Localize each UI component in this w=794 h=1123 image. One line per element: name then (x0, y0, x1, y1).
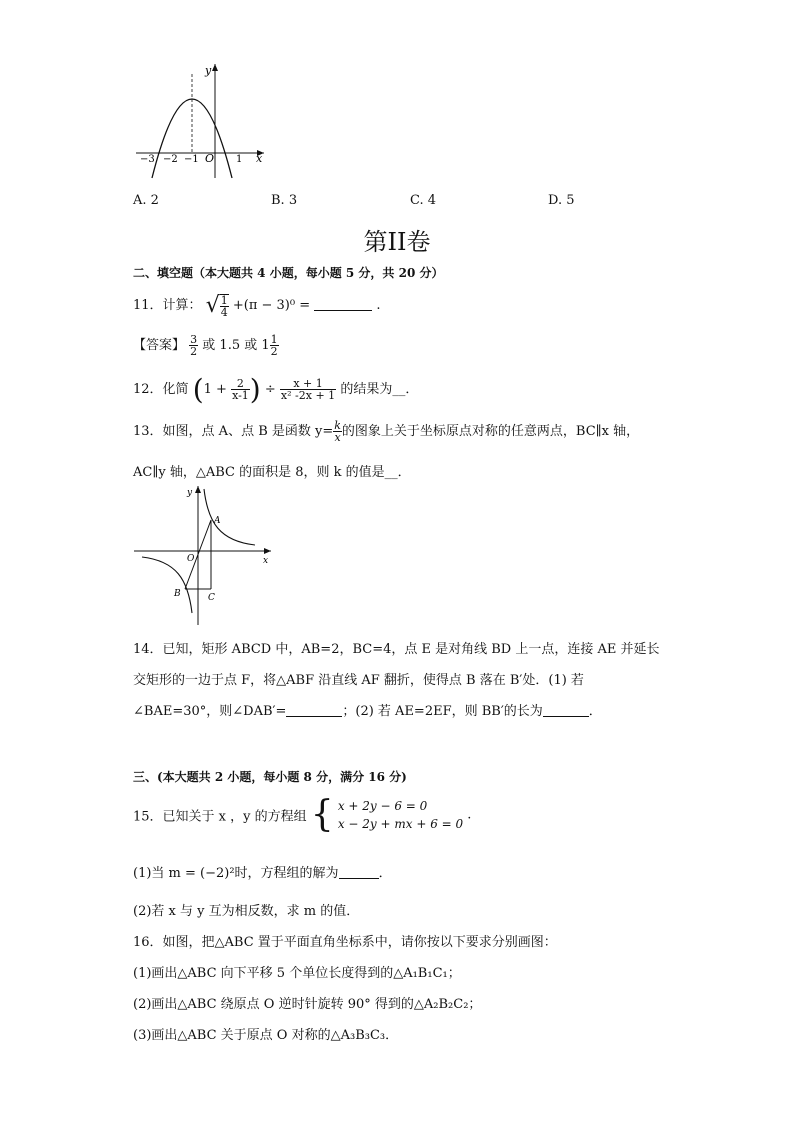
equation-1: x + 2y − 6 = 0 (337, 799, 428, 813)
point-o-label: O (187, 554, 195, 564)
section3-header: 三、(本大题共 2 小题，每小题 8 分，满分 16 分) (133, 770, 407, 784)
q12-fraction-1: $\frac{2}{x-1}$ (232, 377, 249, 402)
mixed-fraction: $\frac{1}{2}$ (270, 333, 278, 358)
q12-div: ÷ (264, 382, 276, 397)
point-c-label: C (208, 593, 215, 603)
x-axis-arrow (264, 548, 271, 554)
answer-blank (286, 704, 342, 717)
origin-label: O (205, 152, 215, 165)
question-13-line1: 13．如图，点 A、点 B 是函数 y= $\frac{k}{x}$ 的图象上关于坐标原点对称的任意两点，BC∥x 轴， (133, 419, 640, 444)
mixed-whole: 1 (261, 338, 270, 353)
y-axis-arrow (212, 64, 218, 71)
hyperbola-branch-1 (204, 489, 255, 545)
question-15: 15．已知关于 x ，y 的方程组 { x + 2y − 6 = 0 x − 2y + mx + 6 = 0 . (133, 794, 472, 835)
question-14-line1: 14．已知，矩形 ABCD 中，AB=2，BC=4，点 E 是对角线 BD 上一点，连接 AE 并延长 (133, 642, 660, 657)
q11-fraction: $\frac{1}{4}$ (220, 293, 228, 319)
question-16-line1: 16．如图，把△ABC 置于平面直角坐标系中，请你按以下要求分别画图： (133, 935, 557, 950)
option-c: C. 4 (410, 193, 437, 208)
sqrt-expression (206, 293, 229, 318)
point-b-label: B (174, 589, 181, 599)
q12-suffix: 的结果为__． (340, 382, 419, 397)
question-15-part1: (1)当 m = (−2)²时，方程组的解为 ． (133, 866, 392, 881)
tick-label: −1 (184, 154, 199, 165)
answer-line (133, 334, 279, 357)
right-paren: ) (249, 373, 261, 406)
option-a: A. 2 (133, 193, 159, 208)
x-axis-label: x (263, 556, 269, 566)
option-d: D. 5 (548, 193, 575, 208)
question-13-line2: AC∥y 轴，△ABC 的面积是 8，则 k 的值是__． (133, 465, 411, 480)
answer-blank (339, 866, 379, 879)
q11-end: . (376, 298, 381, 313)
tick-label: 1 (236, 154, 243, 165)
q11-mid: +(π − 3)⁰ = (232, 298, 311, 313)
question-14-line3: ∠BAE=30°，则∠DAB′= ；(2) 若 AE=2EF，则 BB′的长为 ． (133, 704, 602, 719)
left-paren: ( (192, 373, 204, 406)
answer-blank (314, 298, 372, 311)
question-15-part2: (2)若 x 与 y 互为相反数，求 m 的值． (133, 904, 360, 919)
y-axis-label: y (187, 488, 193, 498)
question-12 (133, 373, 418, 406)
q13-fraction: $\frac{k}{x}$ (334, 419, 341, 444)
answer-blank (543, 704, 589, 717)
q12-one-plus: 1 + (203, 382, 227, 397)
parabola-graph (130, 60, 270, 185)
question-16-line2: (1)画出△ABC 向下平移 5 个单位长度得到的△A₁B₁C₁； (133, 966, 461, 981)
answer-label: 【答案】 (133, 338, 186, 353)
x-axis-label: x (256, 152, 263, 165)
equation-2: x − 2y + mx + 6 = 0 (337, 817, 464, 831)
q12-prefix: 12．化简 (133, 382, 189, 397)
question-11 (133, 293, 381, 318)
y-axis-arrow (195, 486, 201, 493)
option-b: B. 3 (271, 193, 298, 208)
sqrt-sign: √ (205, 293, 220, 318)
section2-header: 二、填空题（本大题共 4 小题，每小题 5 分，共 20 分） (133, 266, 444, 280)
question-16-line3: (2)画出△ABC 绕原点 O 逆时针旋转 90° 得到的△A₂B₂C₂； (133, 997, 482, 1012)
tick-label: −3 (140, 154, 155, 165)
answer-mid: 或 1.5 或 (202, 338, 258, 353)
answer-fraction: $\frac{3}{2}$ (190, 333, 198, 358)
volume-title: 第II卷 (363, 228, 431, 256)
point-a-label: A (214, 516, 221, 526)
tick-label: −2 (163, 154, 178, 165)
hyperbola-branch-2 (142, 557, 192, 613)
hyperbola-graph (130, 483, 275, 628)
question-14-line2: 交矩形的一边于点 F，将△ABF 沿直线 AF 翻折，使得点 B 落在 B′处．(1) 若 (133, 673, 584, 688)
equation-system (338, 797, 463, 833)
question-16-line4: (3)画出△ABC 关于原点 O 对称的△A₃B₃C₃． (133, 1028, 399, 1043)
y-axis-label: y (205, 64, 212, 77)
q12-fraction-2: $\frac{x + 1}{\text{x² -2x + 1}}$ (280, 377, 336, 402)
q11-prefix: 11．计算： (133, 298, 202, 313)
system-brace: { (310, 794, 334, 835)
